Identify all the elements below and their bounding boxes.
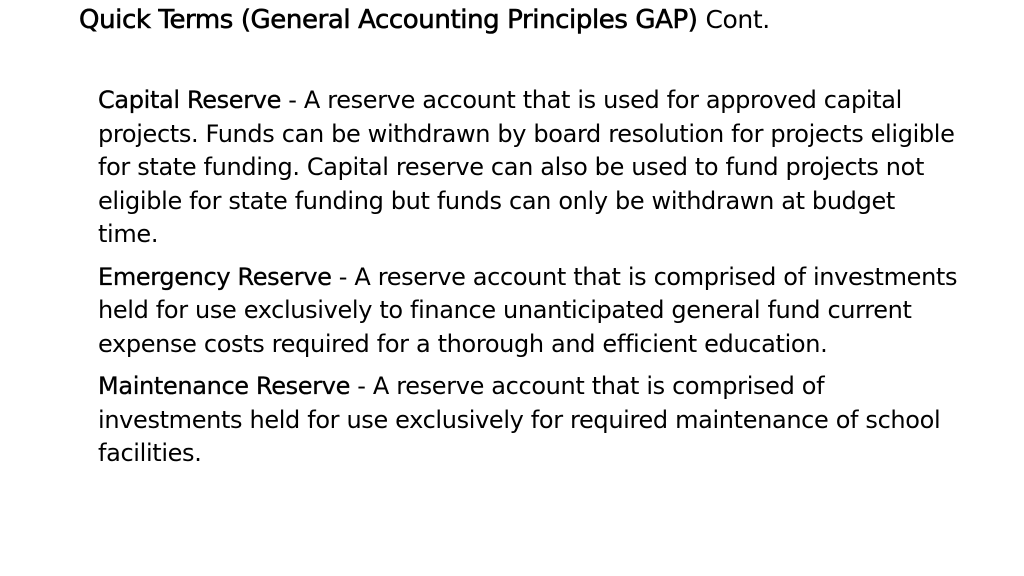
slide-title	[79, 2, 770, 38]
term-separator: -	[281, 86, 304, 114]
term-separator: -	[350, 372, 373, 400]
term-definition: A reserve account that is comprised of investments held for use exclusively to finance unanticipated general fund current expense costs required for a thorough and efficient education.	[98, 262, 958, 358]
term-capital-reserve	[98, 84, 958, 252]
term-emergency-reserve	[98, 261, 958, 362]
slide-title-main: Quick Terms (General Accounting Principles GAP)	[79, 5, 698, 35]
term-separator: -	[331, 262, 355, 291]
term-name: Maintenance Reserve	[98, 372, 351, 400]
term-definition: A reserve account that is comprised of investments held for use exclusively for required maintenance of school facilities.	[98, 372, 941, 467]
term-definition: A reserve account that is used for approved capital projects. Funds can be withdrawn by board resolution for projects eligible for state funding. Capital reserve can also be used to fund projects not eligible for state funding but funds can only be withdrawn at budget time.	[98, 86, 955, 248]
term-maintenance-reserve	[98, 370, 958, 471]
term-list	[98, 84, 958, 480]
term-name: Emergency Reserve	[98, 262, 332, 291]
term-name: Capital Reserve	[98, 86, 282, 114]
slide-title-suffix: Cont.	[705, 5, 770, 34]
